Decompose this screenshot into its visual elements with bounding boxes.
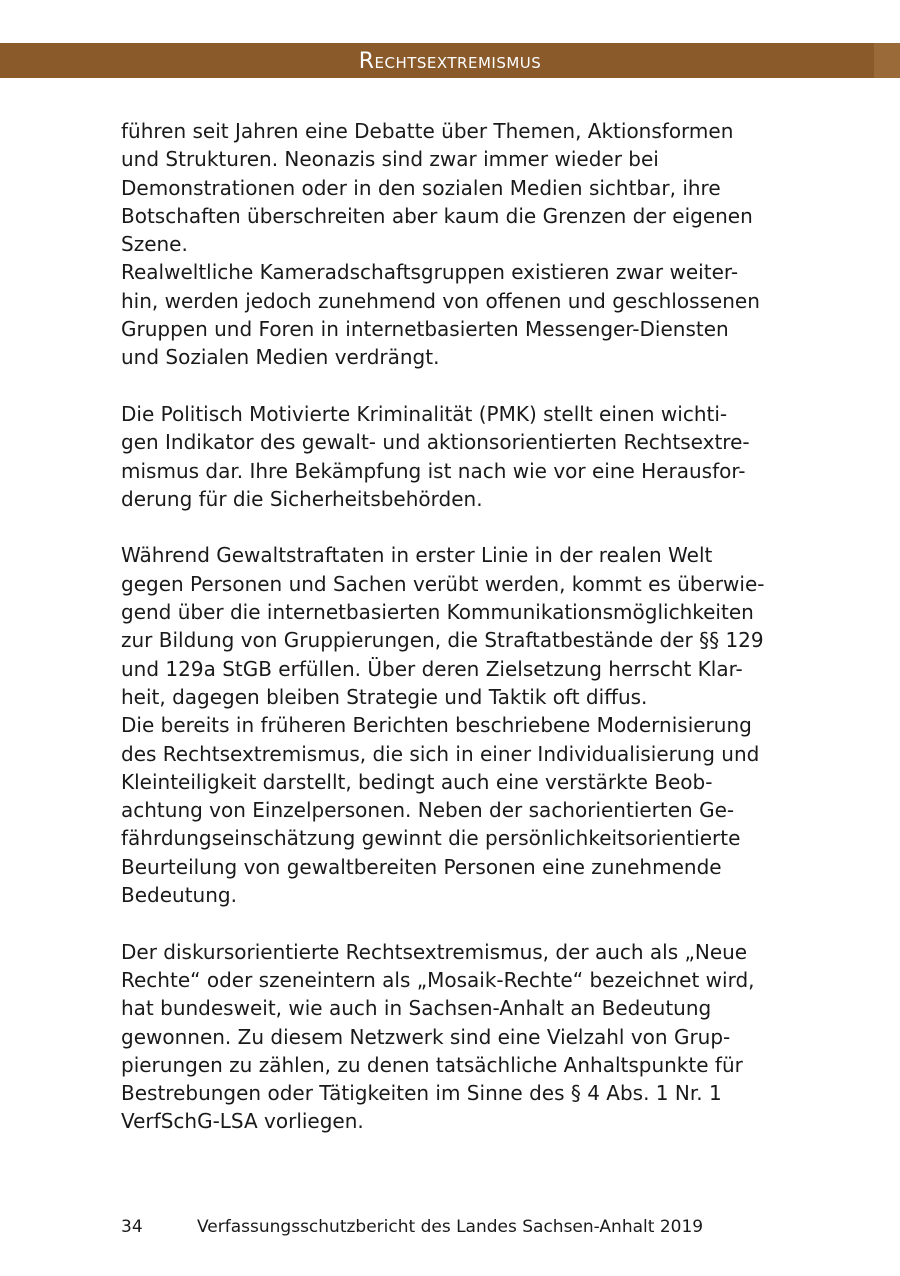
body-text bbox=[121, 117, 781, 1136]
paragraph: Realweltliche Kameradschaftsgruppen existieren zwar weiter- hin, werden jedoch zunehmend von offenen und geschlossenen Gruppen und Foren in internetbasierten Messenger-Diensten und Sozialen Medien verdrängt. bbox=[121, 260, 760, 370]
paragraph: Der diskursorientierte Rechtsextremismus, der auch als „Neue Rechte“ oder szeneintern als „Mosaik-Rechte“ bezeichnet wird, hat bundesweit, wie auch in Sachsen-Anhalt an Bedeutung gewonnen. Zu diesem Netzwerk sind eine Vielzahl von Grup- pierungen zu zählen, zu denen tatsächliche Anhaltspunkte für Bestrebungen oder Tätigkeiten im Sinne des § 4 Abs. 1 Nr. 1 VerfSchG-LSA vorliegen. bbox=[121, 939, 755, 1134]
page-footer bbox=[121, 1216, 703, 1238]
paragraph: Die Politisch Motivierte Kriminalität (PMK) stellt einen wichti- gen Indikator des gewalt- und aktionsorientierten Rechtsextre- mismus dar. Ihre Bekämpfung ist nach wie vor eine Herausfor- derung für die Sicherheitsbehörden. bbox=[121, 401, 750, 511]
paragraph: führen seit Jahren eine Debatte über Themen, Aktionsformen und Strukturen. Neonazis sind zwar immer wieder bei Demonstrationen oder in den sozialen Medien sichtbar, ihre Botschaften überschreiten aber kaum die Grenzen der eigenen Szene. bbox=[121, 119, 753, 257]
page-number: 34 bbox=[121, 1217, 143, 1237]
section-header-bar bbox=[0, 43, 900, 78]
paragraph: Während Gewaltstraftaten in erster Linie in der realen Welt gegen Personen und Sachen verübt werden, kommt es überwie- gend über die internetbasierten Kommunikationsmöglichkeiten zur Bildung von Gruppierungen, die Straftatbestände der §§ 129 und 129a StGB erfüllen. Über deren Zielsetzung herrscht Klar- heit, dagegen bleiben Strategie und Taktik oft diffus. bbox=[121, 543, 765, 709]
paragraph: Die bereits in früheren Berichten beschriebene Modernisierung des Rechtsextremismus, die sich in einer Individualisierung und Kleinteiligkeit darstellt, bedingt auch eine verstärkte Beob- achtung von Einzelpersonen. Neben der sachorientierten Ge- fährdungseinschätzung gewinnt die persönlichkeitsorientierte Beurteilung von gewaltbereiten Personen eine zunehmende Bedeutung. bbox=[121, 713, 760, 908]
section-title: Rechtsextremismus bbox=[358, 49, 542, 74]
publication-title: Verfassungsschutzbericht des Landes Sachsen-Anhalt 2019 bbox=[197, 1217, 704, 1237]
